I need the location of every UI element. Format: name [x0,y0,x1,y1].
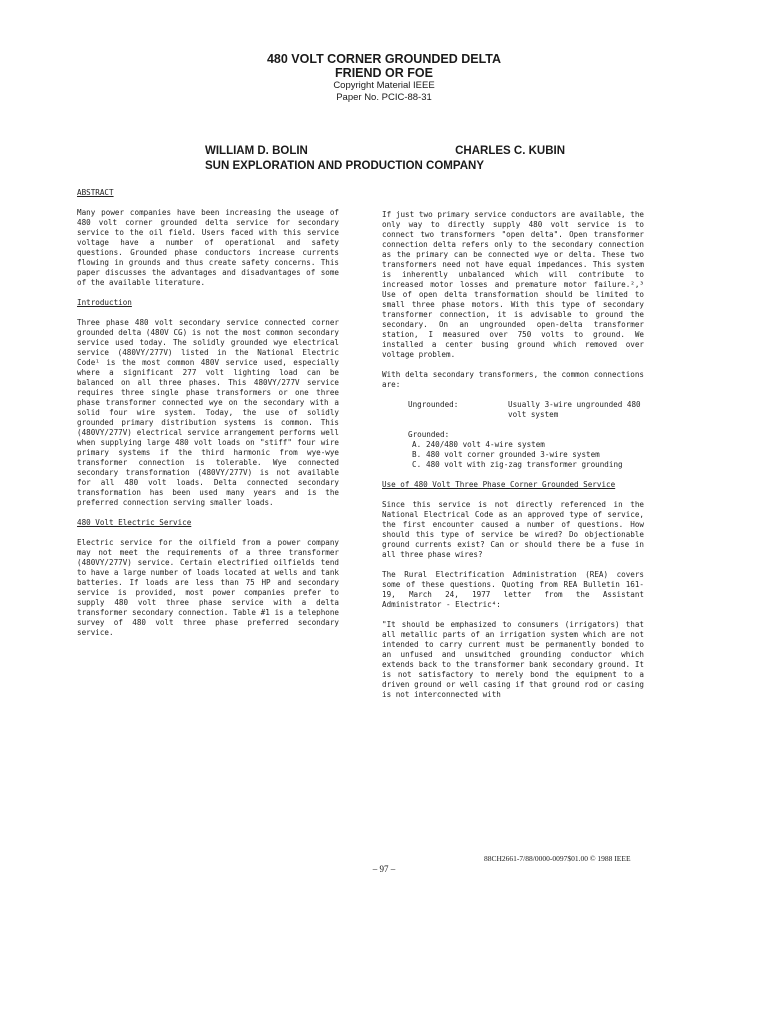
connections-intro: With delta secondary transformers, the common connections are: [382,370,644,389]
abstract-text: Many power companies have been increasing the useage of 480 volt corner grounded delta service for secondary service to the oil field. Users faced with this service voltage have a number of operational and safety questions. Grounded phase conductors increase currents flowing in grounds and thus create safety concerns. This paper discusses the advantages and disadvantages of some of the available literature. [77,208,339,287]
ungrounded-list [382,400,644,420]
ungrounded-text: Usually 3-wire ungrounded 480 volt system [508,400,641,419]
open-delta-paragraph: If just two primary service conductors are available, the only way to directly supply 480 volt service is to connect two transformers "open delta". Open transformer connection delta refers only to the secondary connection as the primary can be connected wye or delta. These two transformers need not have equal impedances. This system is inherently unbalanced which will contribute to increased motor losses and premature motor failure.²,³ Use of open delta transformation should be limited to small three phase motors. With this type of secondary transformer connection, it is advisable to ground the secondary. On an ungrounded open-delta transformer station, I measured over 750 volts to ground. We installed a center busing ground which removed over voltage problem. [382,210,644,359]
author-block [205,144,565,174]
paper-number: Paper No. PCIC-88-31 [336,92,432,103]
list-item: B. 480 volt corner grounded 3-wire system [412,450,600,459]
rea-paragraph: The Rural Electrification Administration (REA) covers some of these questions. Quoting from REA Bulletin 161-19, March 24, 1977 letter from the Assistant Administrator - Electric⁴: [382,570,644,609]
nec-paragraph: Since this service is not directly referenced in the National Electrical Code as an approved type of service, the first encounter caused a number of questions. How should this type of service be wired? Do objectionable ground currents exist? Can or should there be a fuse in all three phase wires? [382,500,644,559]
rea-quote: "It should be emphasized to consumers (irrigators) that all metallic parts of an irrigation system which are not intended to carry current must be permanently bonded to an unfused and unswitched grounding conductor which extends back to the transformer bank secondary ground. It is not satisfactory to merely bond the equipment to a driven ground or well casing if that ground rod or casing is not interconnected with [382,620,644,699]
author-1: WILLIAM D. BOLIN [205,145,308,157]
list-item: A. 240/480 volt 4-wire system [412,440,545,449]
list-item: C. 480 volt with zig-zag transformer grounding [412,460,623,469]
abstract-heading: ABSTRACT [77,188,114,197]
paper-title-line2: FRIEND OR FOE [335,66,433,80]
grounded-label: Grounded: [408,430,450,439]
ungrounded-label: Ungrounded: [408,400,459,409]
ieee-identifier: 88CH2661-7/88/0000-0097$01.00 © 1988 IEEE [484,854,631,863]
author-2: CHARLES C. KUBIN [455,145,565,157]
title-block [0,52,768,104]
right-column [382,210,644,710]
page-number: – 97 – [372,864,396,874]
introduction-text: Three phase 480 volt secondary service connected corner grounded delta (480V CG) is not the most common secondary service used today. The solidly grounded wye electrical service (480VY/277V) listed in the National Electric Code¹ is the most common 480V service used, especially where a significant 277 volt lighting load can be balanced on all three phases. This 480VY/277V service requires three single phase transformers or one three phase transformer connected wye on the secondary with a solid four wire system. Today, the use of solidly grounded primary distribution systems is common. This (480VY/277V) electrical service arrangement performs well when supplying large 480 volt loads on "stiff" four wire primary systems if the third harmonic from wye-wye transformer connection is tolerable. Wye connected secondary transformation (480VY/277V) is not available for all 480 volt loads. Delta connected secondary transformation has been used many years and is the preferred connection serving smaller loads. [77,318,339,507]
grounded-list [382,430,644,470]
author-affiliation: SUN EXPLORATION AND PRODUCTION COMPANY [205,160,484,172]
service-text: Electric service for the oilfield from a power company may not meet the requirements of a three transformer (480VY/277V) service. Certain electrified oilfields tend to have a large number of loads located at wells and tank batteries. If loads are less than 75 HP and secondary service is provided, most power companies prefer to supply 480 volt three phase service with a delta transformer secondary connection. Table #1 is a telephone survey of 480 volt three phase preferred secondary service. [77,538,339,637]
paper-title-line1: 480 VOLT CORNER GROUNDED DELTA [266,52,502,66]
service-heading: 480 Volt Electric Service [77,518,192,527]
copyright-notice: Copyright Material IEEE [333,80,435,91]
introduction-heading: Introduction [77,298,132,307]
use-heading: Use of 480 Volt Three Phase Corner Grounded Service [382,480,616,489]
left-column [77,188,339,648]
